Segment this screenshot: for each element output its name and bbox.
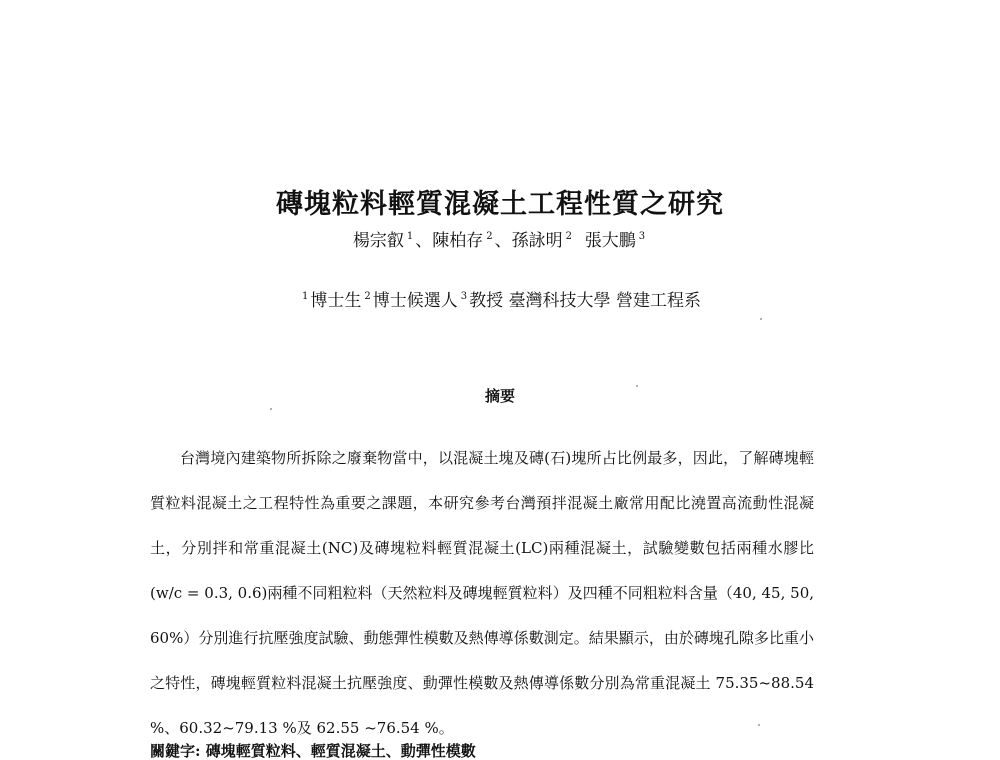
affiliation-mark-1: 1 xyxy=(302,291,309,302)
author-separator-3 xyxy=(574,231,585,251)
affiliation-line xyxy=(0,286,1000,311)
keywords-label: 關鍵字: xyxy=(150,742,201,760)
paper-title: 磚塊粒料輕質混凝土工程性質之研究 xyxy=(276,189,724,220)
author-mark-3: 2 xyxy=(565,231,572,242)
author-name-1: 楊宗叡 xyxy=(352,231,404,251)
affiliation-organization: 臺灣科技大學 營建工程系 xyxy=(508,291,701,311)
affiliation-role-1: 博士生 xyxy=(310,291,362,311)
author-mark-2: 2 xyxy=(486,231,493,242)
abstract-heading: 摘要 xyxy=(484,387,515,405)
author-line xyxy=(0,226,1000,251)
keywords-line xyxy=(150,740,476,760)
affiliation-mark-2: 2 xyxy=(364,291,371,302)
affiliation-role-2: 博士候選人 xyxy=(372,291,458,311)
author-separator-2: 、 xyxy=(494,231,512,251)
author-name-3: 孫詠明 xyxy=(511,231,563,251)
scan-speck xyxy=(758,724,760,726)
keywords-text: 磚塊輕質粒料、輕質混凝土、動彈性模數 xyxy=(205,742,476,760)
abstract-body: 台灣境內建築物所拆除之廢棄物當中，以混凝土塊及磚(石)塊所占比例最多，因此，了解磚塊輕質粒料混凝土之工程特性為重要之課題，本研究參考台灣預拌混凝土廠常用配比澆置高流動性混凝土，分別拌和常重混凝土(NC)及磚塊粒料輕質混凝土(LC)兩種混凝土，試驗變數包括兩種水膠比(w/c = 0.3, 0.6)兩種不同粗粒料（天然粒料及磚塊輕質粒料）及四種不同粗粒料含量（40, 45, 50, 60%）分別進行抗壓強度試驗、動態彈性模數及熱傳導係數測定。結果顯示，由於磚塊孔隙多比重小之特性，磚塊輕質粒料混凝土抗壓強度、動彈性模數及熱傳導係數分別為常重混凝土 75.35~88.54 %、60.32~79.13 %及 62.55 ~76.54 %。 xyxy=(150,449,814,737)
author-separator-1: 、 xyxy=(415,231,433,251)
author-name-4: 張大鵬 xyxy=(584,231,636,251)
scan-speck xyxy=(760,318,762,320)
affiliation-role-3: 教授 xyxy=(469,291,504,311)
author-name-2: 陳柏存 xyxy=(432,231,484,251)
scan-speck xyxy=(636,385,638,387)
scan-speck xyxy=(270,408,272,410)
author-mark-4: 3 xyxy=(638,231,646,242)
affiliation-mark-3: 3 xyxy=(460,291,468,302)
author-mark-1: 1 xyxy=(406,231,414,242)
